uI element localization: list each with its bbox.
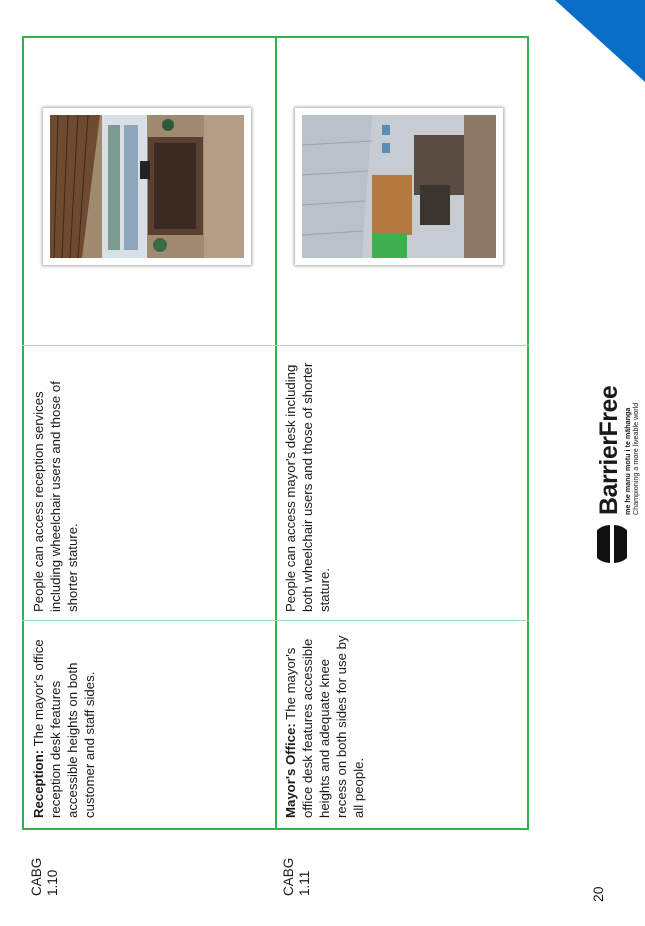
logo-mark-icon <box>597 523 627 565</box>
element-heading: Reception: <box>31 749 46 818</box>
outcome-cell <box>30 350 81 612</box>
mayors-office-icon <box>302 115 496 258</box>
barrier-free-logo <box>595 385 645 565</box>
page-number: 20 <box>590 886 606 902</box>
brand-tagline: Championing a more liveable world <box>631 402 640 515</box>
element-cell <box>30 628 98 818</box>
element-heading: Mayor's Office: <box>283 723 298 818</box>
brand-name-2: Free <box>595 385 623 437</box>
outcome-text: People can access mayor's desk including both wheelchair users and those of shorter stature. <box>283 362 332 612</box>
row-code: CABG 1.10 <box>29 857 60 896</box>
element-cell <box>282 628 367 818</box>
column-divider-2 <box>22 345 529 346</box>
element-text: The mayor's office reception desk features accessible heights on both customer and staff sides. <box>31 639 97 818</box>
row-divider <box>275 36 277 830</box>
table-border-left <box>22 36 24 830</box>
column-divider-1 <box>22 620 529 621</box>
reception-desk-icon <box>50 115 244 258</box>
brand-name-1: Barrier <box>595 436 623 515</box>
corner-accent <box>555 0 645 82</box>
row-code: CABG 1.11 <box>281 857 312 896</box>
outcome-text: People can access reception services including wheelchair users and those of shorter stature. <box>31 381 80 612</box>
element-text: The mayor's office desk features accessible heights and adequate knee recess on both sides for use by all people. <box>283 635 366 818</box>
brand-tagline-maori: me he manu motu i te māhanga <box>623 407 632 515</box>
mayors-office-photo <box>295 108 503 265</box>
reception-photo <box>43 108 251 265</box>
table-border-right <box>527 36 529 830</box>
outcome-cell <box>282 350 333 612</box>
brand-wordmark <box>595 386 623 515</box>
